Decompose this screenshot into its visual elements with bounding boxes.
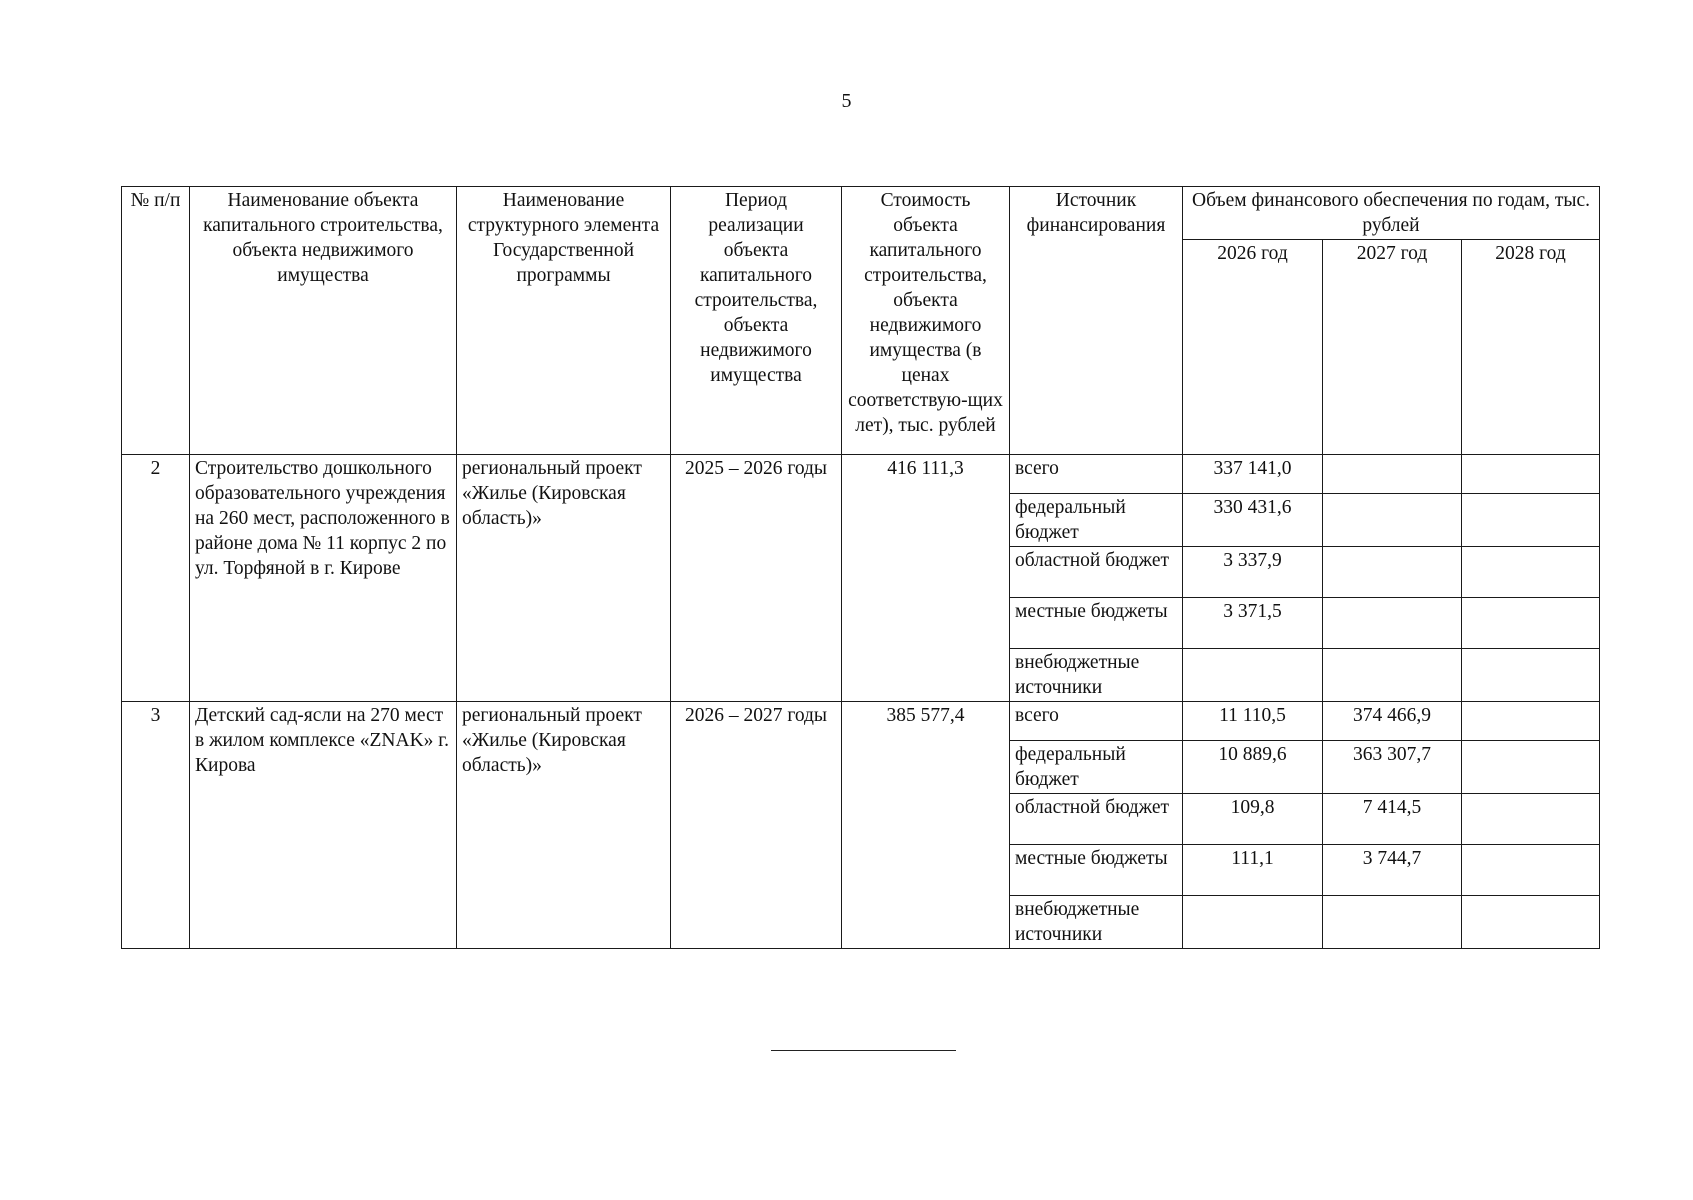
header-object-name: Наименование объекта капитального строительства, объекта недвижимого имущества (190, 187, 457, 455)
table-row (122, 702, 1600, 741)
header-year-2028: 2028 год (1462, 240, 1600, 455)
value-2027 (1323, 494, 1462, 547)
source-name: внебюджетные источники (1010, 649, 1183, 702)
value-2028 (1462, 896, 1600, 949)
cost: 416 111,3 (842, 455, 1010, 702)
period: 2026 – 2027 годы (671, 702, 842, 949)
value-2027: 374 466,9 (1323, 702, 1462, 741)
value-2026: 109,8 (1183, 794, 1323, 845)
header-structural-element: Наименование структурного элемента Государственной программы (457, 187, 671, 455)
structural-element: региональный проект «Жилье (Кировская область)» (457, 455, 671, 702)
value-2026: 3 337,9 (1183, 547, 1323, 598)
row-num: 3 (122, 702, 190, 949)
value-2028 (1462, 547, 1600, 598)
value-2026 (1183, 896, 1323, 949)
source-name: всего (1010, 455, 1183, 494)
value-2027: 3 744,7 (1323, 845, 1462, 896)
structural-element: региональный проект «Жилье (Кировская область)» (457, 702, 671, 949)
value-2026: 337 141,0 (1183, 455, 1323, 494)
header-volume: Объем финансового обеспечения по годам, тыс. рублей (1183, 187, 1600, 240)
value-2026: 3 371,5 (1183, 598, 1323, 649)
value-2028 (1462, 494, 1600, 547)
page-number: 5 (841, 90, 852, 112)
header-year-2027: 2027 год (1323, 240, 1462, 455)
value-2028 (1462, 845, 1600, 896)
cost: 385 577,4 (842, 702, 1010, 949)
value-2027 (1323, 649, 1462, 702)
source-name: областной бюджет (1010, 547, 1183, 598)
value-2026: 10 889,6 (1183, 741, 1323, 794)
value-2028 (1462, 455, 1600, 494)
value-2027: 7 414,5 (1323, 794, 1462, 845)
header-num: № п/п (122, 187, 190, 455)
value-2027 (1323, 547, 1462, 598)
header-source: Источник финансирования (1010, 187, 1183, 455)
object-name: Детский сад-ясли на 270 мест в жилом комплексе «ZNAK» г. Кирова (190, 702, 457, 949)
source-name: областной бюджет (1010, 794, 1183, 845)
value-2027 (1323, 598, 1462, 649)
period: 2025 – 2026 годы (671, 455, 842, 702)
source-name: всего (1010, 702, 1183, 741)
value-2026: 111,1 (1183, 845, 1323, 896)
value-2027: 363 307,7 (1323, 741, 1462, 794)
value-2028 (1462, 649, 1600, 702)
source-name: внебюджетные источники (1010, 896, 1183, 949)
value-2026: 11 110,5 (1183, 702, 1323, 741)
source-name: местные бюджеты (1010, 845, 1183, 896)
row-num: 2 (122, 455, 190, 702)
object-name: Строительство дошкольного образовательного учреждения на 260 мест, расположенного в районе дома № 11 корпус 2 по ул. Торфяной в г. Кирове (190, 455, 457, 702)
header-cost: Стоимость объекта капитального строительства, объекта недвижимого имущества (в ценах соответствую-щих лет), тыс. рублей (842, 187, 1010, 455)
financing-table (121, 186, 1600, 949)
value-2027 (1323, 896, 1462, 949)
header-year-2026: 2026 год (1183, 240, 1323, 455)
source-name: местные бюджеты (1010, 598, 1183, 649)
value-2026: 330 431,6 (1183, 494, 1323, 547)
value-2028 (1462, 741, 1600, 794)
source-name: федеральный бюджет (1010, 494, 1183, 547)
value-2027 (1323, 455, 1462, 494)
value-2028 (1462, 794, 1600, 845)
header-period: Период реализации объекта капитального строительства, объекта недвижимого имущества (671, 187, 842, 455)
value-2026 (1183, 649, 1323, 702)
table-row (122, 455, 1600, 494)
value-2028 (1462, 702, 1600, 741)
source-name: федеральный бюджет (1010, 741, 1183, 794)
value-2028 (1462, 598, 1600, 649)
header-row (122, 187, 1600, 240)
footer-divider (771, 1050, 956, 1051)
